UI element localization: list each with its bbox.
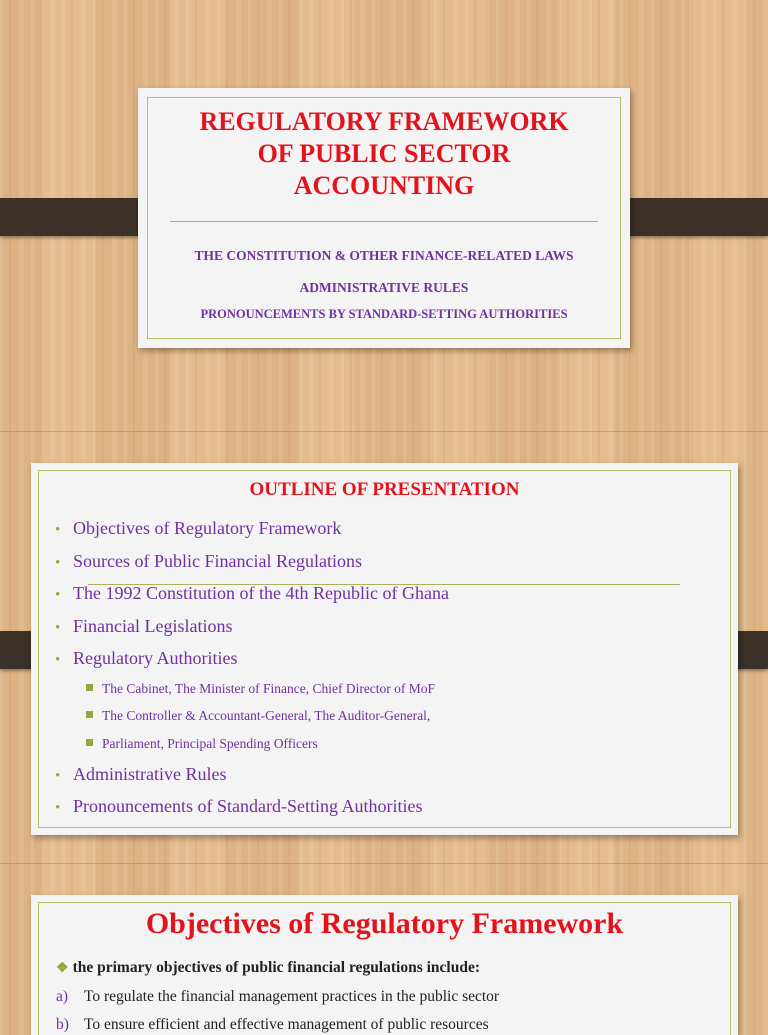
- outline-item-label: Financial Legislations: [73, 616, 233, 636]
- title-line-1: REGULATORY FRAMEWORK: [199, 107, 569, 136]
- square-bullet-icon: [86, 711, 93, 718]
- outline-subitem-label: Parliament, Principal Spending Officers: [102, 736, 318, 751]
- objective-item: [56, 1016, 489, 1034]
- title-divider: [170, 221, 598, 222]
- objectives-card: [31, 895, 738, 1035]
- outline-item: [55, 764, 226, 785]
- outline-subitem: [86, 736, 318, 752]
- square-bullet-icon: [86, 739, 93, 746]
- outline-subitem: [86, 681, 435, 697]
- objective-text: To ensure efficient and effective management of public resources: [84, 1016, 489, 1033]
- outline-item: [55, 648, 237, 669]
- objectives-intro: [56, 959, 480, 977]
- outline-item-label: Pronouncements of Standard-Setting Authorities: [73, 796, 423, 816]
- outline-item: [55, 616, 232, 637]
- objectives-intro-text: the primary objectives of public financial regulations include:: [72, 959, 481, 976]
- title-card: [138, 88, 630, 348]
- subtitle-2: ADMINISTRATIVE RULES: [299, 280, 469, 295]
- subtitle-1: THE CONSTITUTION & OTHER FINANCE-RELATED LAWS: [194, 248, 574, 263]
- bullet-icon: •: [55, 768, 61, 784]
- diamond-bullet-icon: ❖: [56, 961, 69, 976]
- bullet-icon: •: [55, 522, 61, 538]
- outline-subitem: [86, 708, 430, 724]
- outline-item-label: Regulatory Authorities: [73, 648, 238, 668]
- outline-item-label: Sources of Public Financial Regulations: [73, 551, 362, 571]
- title-line-2: OF PUBLIC SECTOR: [257, 139, 511, 168]
- bullet-icon: •: [55, 587, 61, 603]
- bullet-icon: •: [55, 620, 61, 636]
- objective-text: To regulate the financial management practices in the public sector: [84, 988, 500, 1005]
- presentation-title: [138, 106, 630, 202]
- objective-marker: b): [56, 1016, 69, 1033]
- bullet-icon: •: [55, 652, 61, 668]
- bullet-icon: •: [55, 555, 61, 571]
- slide-1-right-tab: [613, 198, 768, 236]
- outline-list: [31, 463, 738, 835]
- objective-marker: a): [56, 988, 69, 1005]
- outline-item: [55, 518, 341, 539]
- bullet-icon: •: [55, 800, 61, 816]
- slide-1-left-tab: [0, 198, 156, 236]
- outline-subitem-label: The Controller & Accountant-General, The Auditor-General,: [102, 708, 431, 723]
- outline-item: [55, 551, 362, 572]
- title-line-3: ACCOUNTING: [293, 171, 475, 200]
- outline-title: OUTLINE OF PRESENTATION: [249, 479, 520, 500]
- outline-item-label: The 1992 Constitution of the 4th Republic of Ghana: [73, 583, 449, 603]
- outline-item-label: Objectives of Regulatory Framework: [73, 518, 342, 538]
- subtitle-3: PRONOUNCEMENTS BY STANDARD-SETTING AUTHORITIES: [200, 307, 568, 321]
- objectives-title: Objectives of Regulatory Framework: [145, 907, 624, 940]
- outline-item: [55, 583, 449, 604]
- outline-subitem-label: The Cabinet, The Minister of Finance, Chief Director of MoF: [102, 681, 436, 696]
- outline-card: [31, 463, 738, 835]
- outline-item: [55, 796, 422, 817]
- square-bullet-icon: [86, 684, 93, 691]
- outline-item-label: Administrative Rules: [73, 764, 227, 784]
- objective-item: [56, 988, 499, 1006]
